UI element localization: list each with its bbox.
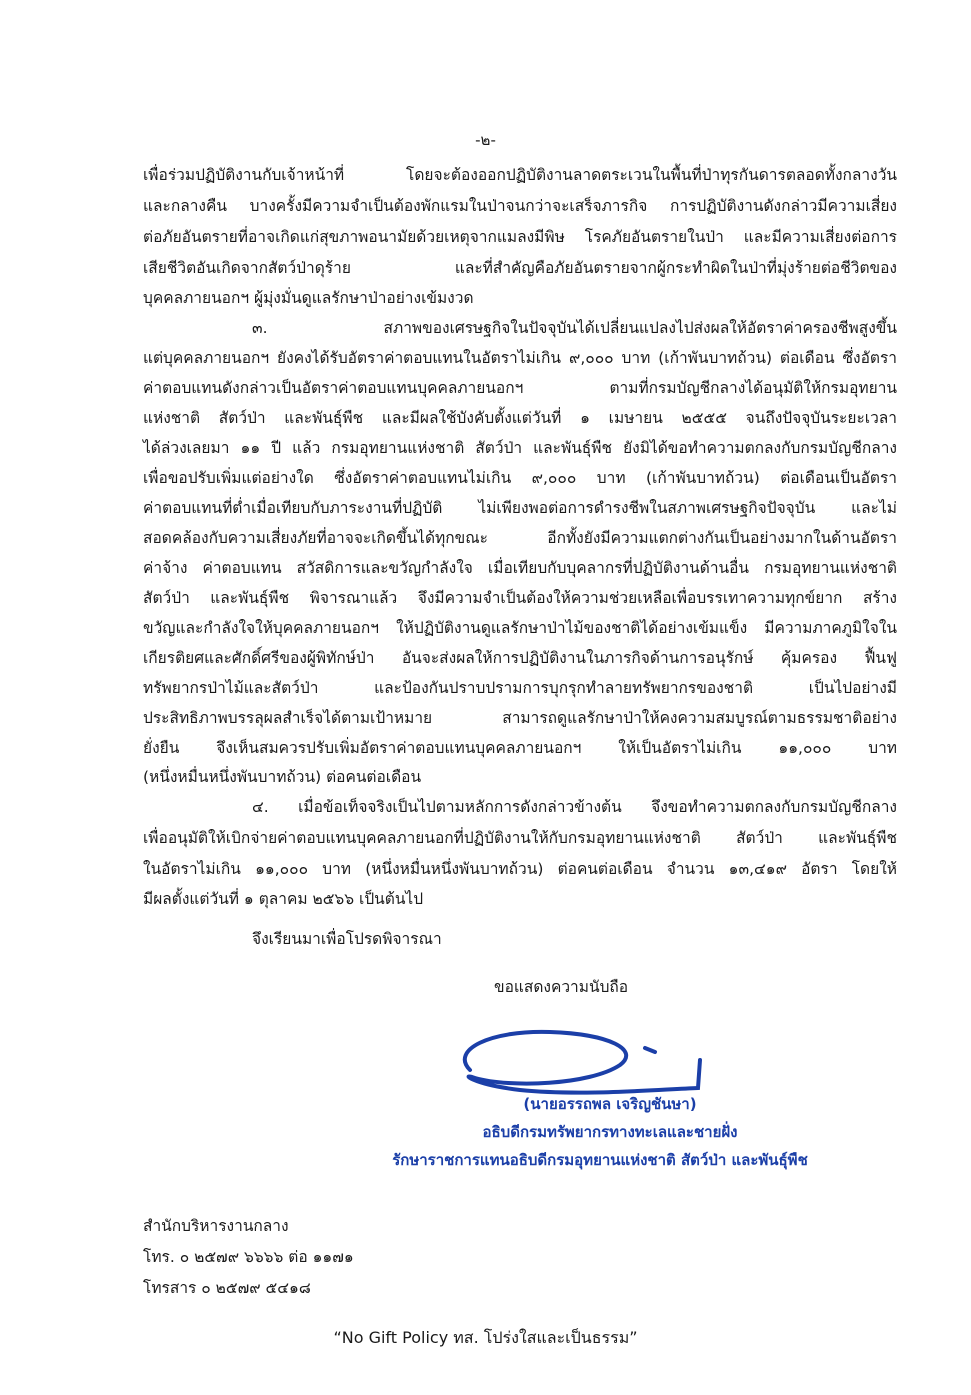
text-line: (หนึ่งหมื่นหนึ่งพันบาทถ้วน) ต่อคนต่อเดือน <box>143 768 422 786</box>
text-line: เกียรติยศและศักดิ์ศรีของผู้พิทักษ์ป่า อันจะส่งผลให้การปฏิบัติงานในภารกิจด้านการอนุรักษ์ คุ้มครอง ฟื้นฟู <box>143 649 897 667</box>
footer-slogan: “No Gift Policy ทส. โปร่งใสและเป็นธรรม” <box>333 1328 638 1347</box>
text-line: ได้ล่วงเลยมา ๑๑ ปี แล้ว กรมอุทยานแห่งชาติ สัตว์ป่า และพันธุ์พืช ยังมิได้ขอทำความตกลงกับกรมบัญชีกลาง <box>143 439 897 457</box>
text-line: แต่บุคคลภายนอกฯ ยังคงได้รับอัตราค่าตอบแทนในอัตราไม่เกิน ๙,๐๐๐ บาท (เก้าพันบาทถ้วน) ต่อเดือน ซึ่งอัตรา <box>143 349 897 367</box>
text-line: มีผลตั้งแต่วันที่ ๑ ตุลาคม ๒๕๖๖ เป็นต้นไป <box>143 890 424 908</box>
text-line: สัตว์ป่า และพันธุ์พืช พิจารณาแล้ว จึงมีความจำเป็นต้องให้ความช่วยเหลือเพื่อบรรเทาความทุกข์ยาก สร้าง <box>143 589 897 607</box>
text-line: ๓. สภาพของเศรษฐกิจในปัจจุบันได้เปลี่ยนแปลงไปส่งผลให้อัตราค่าครองชีพสูงขึ้น <box>252 319 897 337</box>
text-line: สอดคล้องกับความเสี่ยงภัยที่อาจจะเกิดขึ้นได้ทุกขณะ อีกทั้งยังมีความแตกต่างกันเป็นอย่างมากในด้านอัตรา <box>143 529 897 547</box>
text-line: ประสิทธิภาพบรรลุผลสำเร็จได้ตามเป้าหมาย สามารถดูแลรักษาป่าให้คงความสมบูรณ์ตามธรรมชาติอย่าง <box>143 709 897 727</box>
text-line: บุคคลภายนอกฯ ผู้มุ่งมั่นดูแลรักษาป่าอย่างเข้มงวด <box>143 289 474 307</box>
signatory-acting-position: รักษาราชการแทนอธิบดีกรมอุทยานแห่งชาติ สัตว์ป่า และพันธุ์พืช <box>392 1151 808 1169</box>
text-line: ขวัญและกำลังใจให้บุคคลภายนอกฯ ให้ปฏิบัติงานดูแลรักษาป่าไม้ของชาติได้อย่างเข้มแข็ง มีความภาคภูมิใจใน <box>143 619 897 637</box>
text-line: เสียชีวิตอันเกิดจากสัตว์ป่าดุร้าย และที่สำคัญคือภัยอันตรายจากผู้กระทำผิดในป่าที่มุ่งร้ายต่อชีวิตของ <box>143 259 897 277</box>
text-line: เพื่ออนุมัติให้เบิกจ่ายค่าตอบแทนบุคคลภายนอกที่ปฏิบัติงานให้กับกรมอุทยานแห่งชาติ สัตว์ป่า และพันธุ์พืช <box>143 829 897 847</box>
text-line: ค่าตอบแทนที่ต่ำเมื่อเทียบกับภาระงานที่ปฏิบัติ ไม่เพียงพอต่อการดำรงชีพในสภาพเศรษฐกิจปัจจุบัน และไม่ <box>143 499 897 517</box>
text-line: ๔. เมื่อข้อเท็จจริงเป็นไปตามหลักการดังกล่าวข้างต้น จึงขอทำความตกลงกับกรมบัญชีกลาง <box>252 798 897 816</box>
text-line: ทรัพยากรป่าไม้และสัตว์ป่า และป้องกันปราบปรามการบุกรุกทำลายทรัพยากรของชาติ เป็นไปอย่างมี <box>143 679 897 697</box>
text-line: และกลางคืน บางครั้งมีความจำเป็นต้องพักแรมในป่าจนกว่าจะเสร็จภารกิจ การปฏิบัติงานดังกล่าวมีความเสี่ยง <box>143 197 897 215</box>
text-line: ค่าจ้าง ค่าตอบแทน สวัสดิการและขวัญกำลังใจ เมื่อเทียบกับบุคลากรที่ปฏิบัติงานด้านอื่น กรมอุทยานแห่งชาติ <box>143 559 897 577</box>
signatory-position: อธิบดีกรมทรัพยากรทางทะเลและชายฝั่ง <box>482 1123 738 1141</box>
office-name: สำนักบริหารงานกลาง <box>143 1217 289 1235</box>
text-line: เพื่อร่วมปฏิบัติงานกับเจ้าหน้าที่ โดยจะต้องออกปฏิบัติงานลาดตระเวนในพื้นที่ป่าทุรกันดารตลอดทั้งกลางวัน <box>143 166 897 184</box>
signature-image <box>430 1010 730 1100</box>
text-line: ต่อภัยอันตรายที่อาจเกิดแก่สุขภาพอนามัยด้วยเหตุจากแมลงมีพิษ โรคภัยอันตรายในป่า และมีความเสี่ยงต่อการ <box>143 228 897 246</box>
text-line: ยั่งยืน จึงเห็นสมควรปรับเพิ่มอัตราค่าตอบแทนบุคคลภายนอกฯ ให้เป็นอัตราไม่เกิน ๑๑,๐๐๐ บาท <box>143 739 897 757</box>
text-line: เพื่อขอปรับเพิ่มแต่อย่างใด ซึ่งอัตราค่าตอบแทนไม่เกิน ๙,๐๐๐ บาท (เก้าพันบาทถ้วน) ต่อเดือนเป็นอัตรา <box>143 469 897 487</box>
office-phone: โทร. ๐ ๒๕๗๙ ๖๖๖๖ ต่อ ๑๑๗๑ <box>143 1248 354 1266</box>
text-line: แห่งชาติ สัตว์ป่า และพันธุ์พืช และมีผลใช้บังคับตั้งแต่วันที่ ๑ เมษายน ๒๕๕๕ จนถึงปัจจุบันระยะเวลา <box>143 409 897 427</box>
signatory-name: (นายอรรถพล เจริญชันษา) <box>523 1095 697 1113</box>
closing-request: จึงเรียนมาเพื่อโปรดพิจารณา <box>252 930 442 948</box>
page-number: -๒- <box>475 131 496 149</box>
text-line: ในอัตราไม่เกิน ๑๑,๐๐๐ บาท (หนึ่งหมื่นหนึ่งพันบาทถ้วน) ต่อคนต่อเดือน จำนวน ๑๓,๔๑๙ อัตรา โดยให้ <box>143 860 897 878</box>
text-line: ค่าตอบแทนดังกล่าวเป็นอัตราค่าตอบแทนบุคคลภายนอกฯ ตามที่กรมบัญชีกลางได้อนุมัติให้กรมอุทยาน <box>143 379 897 397</box>
closing-salutation: ขอแสดงความนับถือ <box>494 978 629 996</box>
office-fax: โทรสาร ๐ ๒๕๗๙ ๕๔๑๘ <box>143 1279 311 1297</box>
